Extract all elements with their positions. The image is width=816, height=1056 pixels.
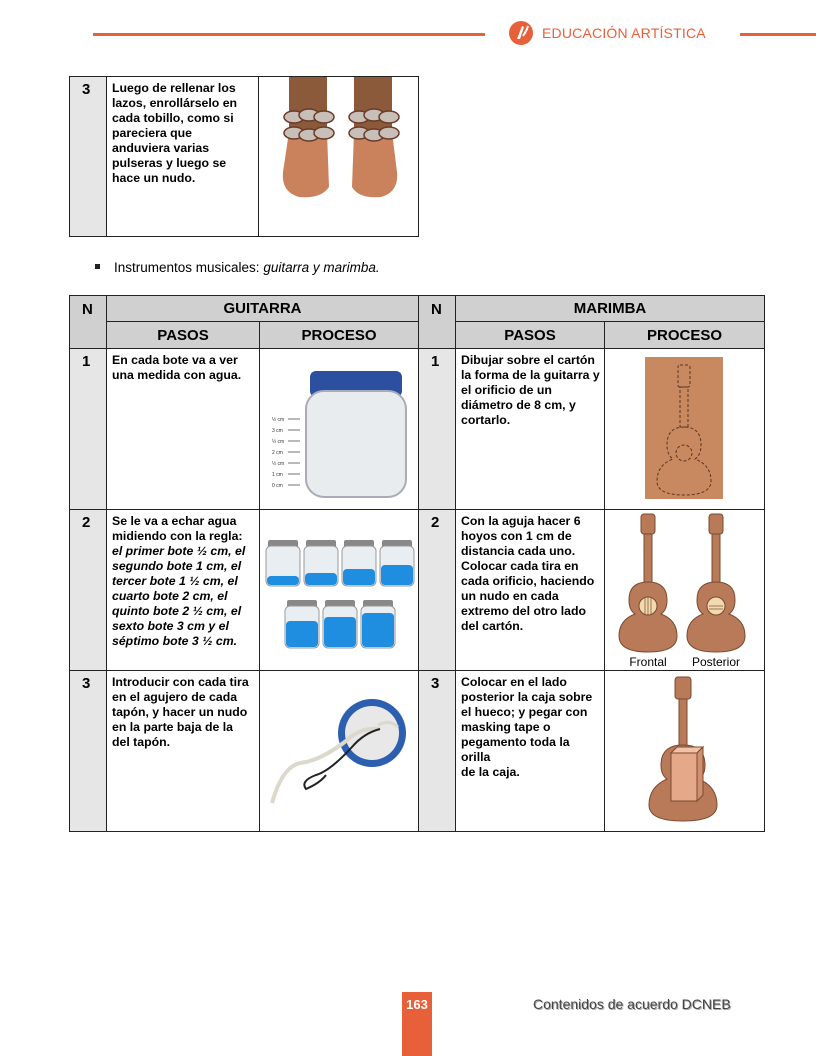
- cap-with-string: [260, 671, 419, 832]
- bullet-line: Instrumentos musicales: guitarra y marimba.: [95, 260, 380, 275]
- header-pasos-m: PASOS: [456, 322, 605, 349]
- step-text: Colocar en el lado posterior la caja sobre el hueco; y pegar con masking tape o pegamento toda la orilla de la caja.: [456, 671, 605, 832]
- header-title: EDUCACIÓN ARTÍSTICA: [542, 25, 706, 41]
- col-n-guitarra: N: [70, 296, 107, 349]
- row-number: 3: [419, 671, 456, 832]
- header-proceso-m: PROCESO: [605, 322, 765, 349]
- footer-text: Contenidos de acuerdo DCNEB: [533, 996, 731, 1012]
- cardboard-guitar-outline: [605, 349, 765, 510]
- step-text: Dibujar sobre el cartón la forma de la guitarra y el orificio de un diámetro de 8 cm, y cortarlo.: [456, 349, 605, 510]
- header-guitarra: GUITARRA: [107, 296, 419, 322]
- main-table: [69, 295, 765, 832]
- row-number: 3: [70, 77, 107, 237]
- step-text: Introducir con cada tira en el agujero de cada tapón, y hacer un nudo en la parte baja de la del tapón.: [107, 671, 260, 832]
- top-table: [69, 76, 419, 237]
- row-number: 1: [419, 349, 456, 510]
- scale-label: ½ cm: [272, 417, 285, 423]
- page-number: 163: [406, 997, 428, 1012]
- scale-label: 1 cm: [272, 472, 283, 478]
- header-rule-right: [740, 33, 816, 36]
- row-number: 3: [70, 671, 107, 832]
- step-text: Se le va a echar agua midiendo con la regla: el primer bote ½ cm, el segundo bote 1 cm, el tercer bote 1 ½ cm, el cuarto bote 2 cm, el quinto bote 2 ½ cm, el sexto bote 3 cm y el séptimo bote 3 ½ cm.: [107, 510, 260, 671]
- scale-label: 0 cm: [272, 483, 283, 489]
- header-proceso-g: PROCESO: [260, 322, 419, 349]
- jars-with-water: [260, 510, 419, 671]
- bullet-square-icon: [95, 264, 100, 269]
- col-n-marimba: N: [419, 296, 456, 349]
- scale-label: ½ cm: [272, 461, 285, 467]
- scale-label: 2 cm: [272, 450, 283, 456]
- row-number: 1: [70, 349, 107, 510]
- step-text: Luego de rellenar los lazos, enrollárselo en cada tobillo, como si pareciera que anduviera varias pulseras y luego se hace un nudo.: [107, 77, 259, 237]
- header-marimba: MARIMBA: [456, 296, 765, 322]
- row-number: 2: [70, 510, 107, 671]
- scale-label: ½ cm: [272, 439, 285, 445]
- guitar-front-back: [605, 510, 765, 671]
- step-text: En cada bote va a ver una medida con agua.: [107, 349, 260, 510]
- ankle-photo: [259, 77, 419, 237]
- scale-label: 3 cm: [272, 428, 283, 434]
- logo-icon: [508, 20, 534, 46]
- header-rule-left: [93, 33, 485, 36]
- step-text: Con la aguja hacer 6 hoyos con 1 cm de distancia cada uno. Colocar cada tira en cada orificio, haciendo un nudo en cada extremo del otro lado del cartón.: [456, 510, 605, 671]
- jar-illustration: [260, 349, 419, 510]
- guitar-with-box: [605, 671, 765, 832]
- label-posterior: Posterior: [691, 655, 741, 669]
- row-number: 2: [419, 510, 456, 671]
- label-frontal: Frontal: [629, 655, 667, 669]
- header-pasos-g: PASOS: [107, 322, 260, 349]
